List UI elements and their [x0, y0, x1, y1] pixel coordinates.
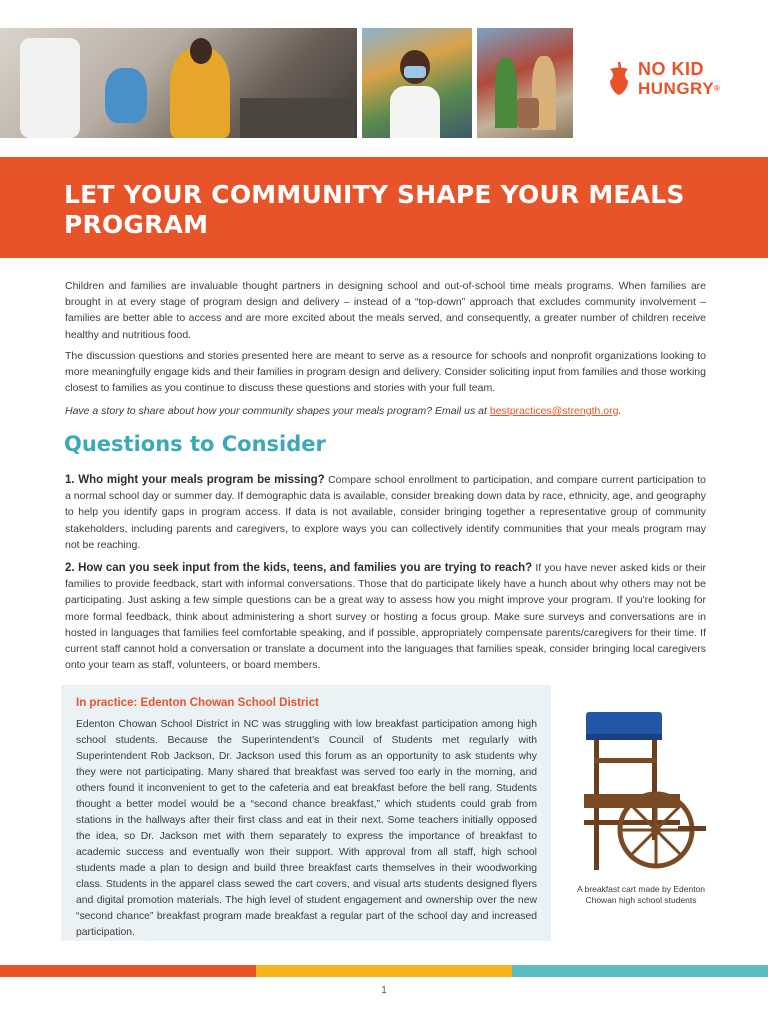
- story-prompt: Have a story to share about how your community shapes your meals program? Email us at: [65, 405, 490, 417]
- question-2-body: If you have never asked kids or their families to provide feedback, start with informal conversations. Those that do participate likely have a hunch about why others may not be participating. Just asking a few simple questions can be a great way to assess how you might improve your program. If you're looking for more formal feedback, think about administering a short survey or hosting a focus group. Make sure surveys and conversations are in hosted in languages that families feel comfortable speaking, and if possible, appropriately compensate parents/caregivers for their time. If current staff cannot hold a conversation or translate a document into the languages that families speak, consider bringing local caregivers onto your team as staff, volunteers, or board members.: [65, 562, 706, 672]
- in-practice-body: Edenton Chowan School District in NC was struggling with low breakfast participation among high school students. Because the Superintendent's Council of Students met regularly with Superintendent Rob Jackson, Dr. Jackson used this forum as an opportunity to ask students why they were not participating. Many shared that breakfast was served too early in the morning, and others found it inconvenient to get to the cafeteria and eat breakfast before the bell rang. Students thought a better model would be a “second chance breakfast,” which students could grab from stations in the hallways after their first class and eat in their next. Some teachers initially opposed the idea, so Dr. Jackson met with them separately to express the importance of breakfast to academic success and eventually won their support. With approval from all staff, high school students made a plan to design and build three breakfast carts themselves in their woodworking class. Students in the apparel class sewed the cart covers, and visual arts students designed flyers and digital promotion materials. The high level of student engagement and ownership over the new “second chance” breakfast program made breakfast a regular part of the school day and increased participation.: [76, 719, 537, 938]
- question-2: [65, 560, 706, 673]
- intro-paragraph-2: The discussion questions and stories presented here are meant to serve as a resource for schools and nonprofit organizations looking to more meaningfully engage kids and their families in program design and delivery. Consider soliciting input from families and those working closest to families as you continue to discuss these questions and stories with your full team.: [65, 350, 706, 395]
- question-1: [65, 472, 706, 553]
- intro-paragraph-3: [65, 403, 706, 419]
- footer-bar-teal: [512, 965, 768, 977]
- page-number: 1: [381, 985, 387, 996]
- email-link[interactable]: bestpractices@strength.org: [489, 405, 619, 417]
- footer-bar-orange: [0, 965, 256, 977]
- header-photo-child-mural: [362, 28, 472, 138]
- cart-caption: A breakfast cart made by Edenton Chowan high school students: [576, 884, 706, 905]
- logo-line-1: NO KID: [638, 59, 704, 79]
- question-1-body: Compare school enrollment to participation, and compare current participation to a normal school day or summer day. If demographic data is available, consider breaking down data by race, ethnicity, age, and geography to help you identify gaps in program access. If data is not available, consider bringing together a representative group of community stakeholders, including parents and caregivers, to explore ways you can collectively identify communities that your meals program may not be reaching.: [65, 474, 707, 551]
- header-photo-families: [477, 28, 573, 138]
- registered-mark: ®: [714, 84, 721, 93]
- story-prompt-end: .: [618, 405, 622, 417]
- footer-bar-yellow: [256, 965, 512, 977]
- in-practice-box: [61, 685, 551, 941]
- section-title-questions: Questions to Consider: [64, 432, 326, 456]
- breakfast-cart-photo: [578, 708, 708, 878]
- intro-paragraph-1: Children and families are invaluable thought partners in designing school and out-of-school time meals programs. When families are brought in at every stage of program design and delivery – instead of a “top-down” approach that excludes community involvement – families are better able to access and are more excited about the meals served, and consequently, a greater number of children receive healthy and nutritious food.: [65, 280, 706, 341]
- question-2-heading: 2. How can you seek input from the kids, teens, and families you are trying to reach?: [65, 562, 533, 574]
- apple-core-icon: [606, 62, 632, 96]
- header-photo-meal-distribution: [0, 28, 357, 138]
- question-1-heading: 1. Who might your meals program be missing?: [65, 474, 325, 486]
- page-title: LET YOUR COMMUNITY SHAPE YOUR MEALS PROGRAM: [64, 180, 685, 239]
- no-kid-hungry-logo: [606, 60, 720, 98]
- logo-line-2: HUNGRY: [638, 79, 715, 98]
- in-practice-title: In practice: Edenton Chowan School District: [76, 697, 319, 709]
- title-banner: [0, 157, 768, 258]
